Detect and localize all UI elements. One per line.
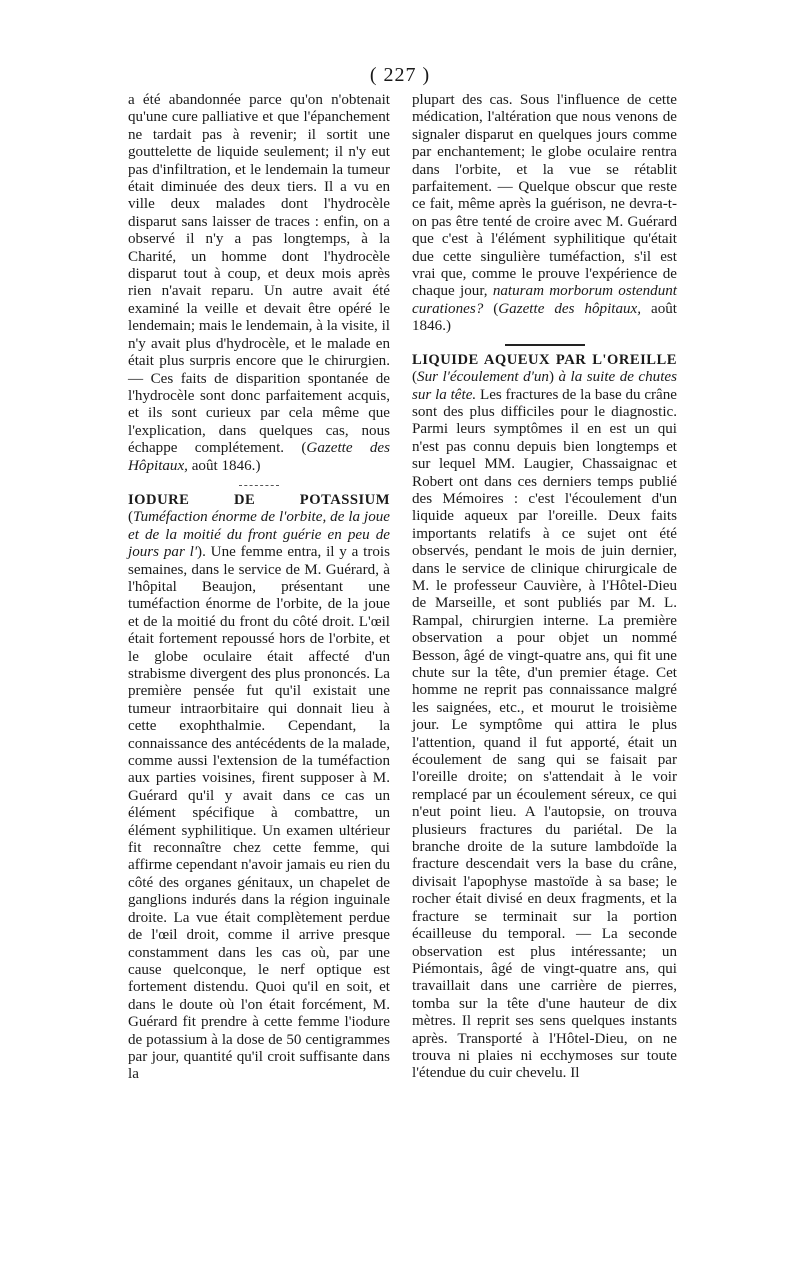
citation-source: Gazette des Hôpitaux, [128, 440, 390, 474]
section-divider [239, 485, 279, 486]
section-body: plupart des cas. Sous l'influence de cette médication, l'altération que nous venons de signaler disparut en quelques jours comme par enchantement; le globe oculaire rentra dans l'orbite, et la vue se rétablit parfaitement. — Quelque obscur que reste ce fait, même après la guérison, ne devra-t-on pas être tenté de croire avec M. Guérard que c'est à l'élément syphilitique qu'était due cette singulière tuméfaction, s'il est vrai que, comme le prouve l'expérience de chaque jour, [412, 92, 677, 300]
paragraph-hydrocele: a été abandonnée parce qu'on n'obtenait qu'une cure palliative et que l'épanchement ne tardait pas à revenir; il sortit une gouttelette de liquide seulement; il n'y eut pas d'infiltration, et le lendemain la tumeur était diminuée des deux tiers. Il a vu en ville deux malades dont l'hydrocèle disparut sans laisser de traces : enfin, on a observé il n'y a pas longtemps, à la Charité, un homme dont l'hydrocèle disparut tout à coup, et deux mois après rien n'avait reparu. Un autre avait été examiné la veille et devait être opéré le lendemain; mais le lendemain, à la visite, il n'y avait plus d'hydrocèle, et le malade en était plus surpris encore que le chirurgien. — Ces faits de disparition spontanée de l'hydrocèle sont donc parfaitement acquis, et ils sont curieux par cela même que l'explication, dans quelques cas, nous échappe complétement. (Gazette des Hôpitaux, août 1846.) [128, 92, 390, 474]
section-iodure: IODURE DE POTASSIUM (Tuméfaction énorme de l'orbite, de la joue et de la moitié du front guérie en peu de jours par l'). Une femme entra, il y a trois semaines, dans le service de M. Guérard, à l'hôpital Beaujon, présentant une tuméfaction énorme de l'orbite, de la joue et de la moitié du front du côté droit. L'œil était fortement repoussé hors de l'orbite, et le globe oculaire était affecté d'un strabisme divergent des plus prononcés. La première pensée fut qu'il existait une tumeur intraorbitaire qui donnait lieu à cette exophthalmie. Cependant, la connaissance des antécédents de la malade, comme aussi l'extension de la tuméfaction aux parties voisines, firent supposer à M. Guérard qu'il y avait dans ce cas un élément spécifique à combattre, un élément syphilitique. Un examen ultérieur fit reconnaître chez cette femme, qui affirme cependant n'avoir jamais eu rien du côté des organes génitaux, un chapelet de ganglions indurés dans la région inguinale droite. La vue était complètement perdue de l'œil droit, comme il arrive presque constamment dans les cas où, par une cause quelconque, le nerf optique est fortement distendu. Quoi qu'il en soit, et dans le doute où l'on était forcément, M. Guérard fit prendre à cette femme l'iodure de potassium à la dose de 50 centigrammes par jour, quantité qu'il croit suffisante dans la [128, 491, 390, 1083]
citation-source: Gazette des hôpitaux, [498, 300, 642, 317]
section-body: Les fractures de la base du crâne sont des plus difficiles pour le diagnostic. Parmi leurs symptômes il en est un qui n'est pas connu depuis bien longtemps et sur lequel MM. Laugier, Chassaignac et Robert ont dans ces derniers temps publié des Mémoires : c'est l'écoulement d'un liquide aqueux par l'oreille. Deux faits importants relatifs à ce sujet ont été observés, pendant le mois de juin dernier, dans le service de clinique chirurgicale de M. le professeur Cauvière, à l'Hôtel-Dieu de Marseille, et sont publiés par M. L. Rampal, chirurgien interne. La première observation a pour objet un nommé Besson, âgé de vingt-quatre ans, qui fit une chute sur la tête, d'un premier étage. Cet homme ne reprit pas connaissance malgré les saignées, etc., et mourut le troisième jour. Le symptôme qui attira le plus l'attention, quand il fut apporté, était un écoulement de sang qui se faisait par l'oreille droite; on s'attendait à le voir remplacé par un écoulement séreux, ce qui n'eut point lieu. A l'autopsie, on trouva plusieurs fractures du pariétal. De la branche droite de la suture lambdoïde la fracture descendait vers la base du crâne, divisait l'apophyse mastoïde à sa base; le rocher était divisé en deux fragments, et la fracture se terminait sur la portion écailleuse du temporal. — La seconde observation est plus intéressante; un Piémontais, âgé de vingt-quatre ans, qui travaillait dans une carrière de pierres, tomba sur la tête d'une hauteur de dix mètres. Il reprit ses sens quelques instants après. Transporté à l'Hôtel-Dieu, on ne trouva ni plaies ni ecchymoses sur toute l'étendue du cuir chevelu. Il [412, 386, 677, 1082]
section-subtitle: Tuméfaction énorme de l'orbite, de la joue et de la moitié du front guérie en peu de jours par l' [128, 509, 390, 561]
citation-date: août 1846. [191, 457, 256, 474]
page-number: ( 227 ) [369, 64, 431, 86]
right-column [412, 92, 677, 1083]
section-divider [505, 344, 585, 346]
latin-quote: naturam morborum ostendunt curationes? [412, 283, 677, 317]
left-column [128, 92, 390, 1084]
section-subtitle: Sur l'écoulement d'un [417, 369, 549, 386]
paragraph-text: a été abandonnée parce qu'on n'obtenait qu'une cure palliative et que l'épanchement ne tardait pas à revenir; il sortit une gouttelette de liquide seulement; il n'y eut pas d'infiltration, et le lendemain la tumeur était diminuée des deux tiers. Il a vu en ville deux malades dont l'hydrocèle disparut sans laisser de traces : enfin, on a observé il n'y a pas longtemps, à la Charité, un homme dont l'hydrocèle disparut tout à coup, et deux mois après rien n'avait reparu. Un autre avait été examiné la veille et devait être opéré le lendemain; mais le lendemain, à la visite, il n'y avait plus d'hydrocèle, et le malade en était plus surpris encore que le chirurgien. — Ces faits de disparition spontanée de l'hydrocèle sont donc parfaitement acquis, et ils sont curieux par cela même que l'explication, dans quelques cas, nous échappe complétement. [128, 92, 390, 457]
section-heading: LIQUIDE AQUEUX PAR L'OREILLE [412, 351, 677, 368]
section-heading: IODURE DE POTASSIUM [128, 491, 390, 508]
citation-date: août 1846. [412, 300, 677, 335]
section-subtitle-continued: à la suite de chutes sur la tête. [412, 369, 677, 403]
section-body: Une femme entra, il y a trois semaines, dans le service de M. Guérard, à l'hôpital Beaujon, présentant une tuméfaction énorme de l'orbite, de la joue et de la moitié du front du côté droit. L'œil était fortement repoussé hors de l'orbite, et le globe oculaire était affecté d'un strabisme divergent des plus prononcés. La première pensée fut qu'il existait une tumeur intraorbitaire qui donnait lieu à cette exophthalmie. Cependant, la connaissance des antécédents de la malade, comme aussi l'extension de la tuméfaction aux parties voisines, firent supposer à M. Guérard qu'il y avait dans ce cas un élément spécifique à combattre, un élément syphilitique. Un examen ultérieur fit reconnaître chez cette femme, qui affirme cependant n'avoir jamais eu rien du côté des organes génitaux, un chapelet de ganglions indurés dans la région inguinale droite. La vue était complètement perdue de l'œil droit, comme il arrive presque constamment dans les cas où, par une cause quelconque, le nerf optique est fortement distendu. Quoi qu'il en soit, et dans le doute où l'on était forcément, M. Guérard fit prendre à cette femme l'iodure de potassium à la dose de 50 centigrammes par jour, quantité qu'il croit suffisante dans la [128, 544, 390, 1083]
section-iodure-continued: plupart des cas. Sous l'influence de cette médication, l'altération que nous venons de signaler disparut en quelques jours comme par enchantement; le globe oculaire rentra dans l'orbite, et la vue se rétablit parfaitement. — Quelque obscur que reste ce fait, même après la guérison, ne devra-t-on pas être tenté de croire avec M. Guérard que c'est à l'élément syphilitique qu'était due cette singulière tuméfaction, s'il est vrai que, comme le prouve l'expérience de chaque jour, naturam morborum ostendunt curationes? (Gazette des hôpitaux, août 1846.) [412, 92, 677, 335]
section-liquide: LIQUIDE AQUEUX PAR L'OREILLE (Sur l'écoulement d'un) à la suite de chutes sur la tête. Les fractures de la base du crâne sont des plus difficiles pour le diagnostic. Parmi leurs symptômes il en est un qui n'est pas connu depuis bien longtemps et sur lequel MM. Laugier, Chassaignac et Robert ont dans ces derniers temps publié des Mémoires : c'est l'écoulement d'un liquide aqueux par l'oreille. Deux faits importants relatifs à ce sujet ont été observés, pendant le mois de juin dernier, dans le service de clinique chirurgicale de M. le professeur Cauvière, à l'Hôtel-Dieu de Marseille, et sont publiés par M. L. Rampal, chirurgien interne. La première observation a pour objet un nommé Besson, âgé de vingt-quatre ans, qui fit une chute sur la tête, d'un premier étage. Cet homme ne reprit pas connaissance malgré les saignées, etc., et mourut le troisième jour. Le symptôme qui attira le plus l'attention, quand il fut apporté, était un écoulement de sang qui se faisait par l'oreille droite; on s'attendait à le voir remplacé par un écoulement séreux, ce qui n'eut point lieu. A l'autopsie, on trouva plusieurs fractures du pariétal. De la branche droite de la suture lambdoïde la fracture descendait vers la base du crâne, divisait l'apophyse mastoïde à sa base; le rocher était divisé en deux fragments, et la fracture se terminait sur la portion écailleuse du temporal. — La seconde observation est plus intéressante; un Piémontais, âgé de vingt-quatre ans, qui travaillait dans une carrière de pierres, tomba sur la tête d'une hauteur de dix mètres. Il reprit ses sens quelques instants après. Transporté à l'Hôtel-Dieu, on ne trouva ni plaies ni ecchymoses sur toute l'étendue du cuir chevelu. Il [412, 351, 677, 1082]
